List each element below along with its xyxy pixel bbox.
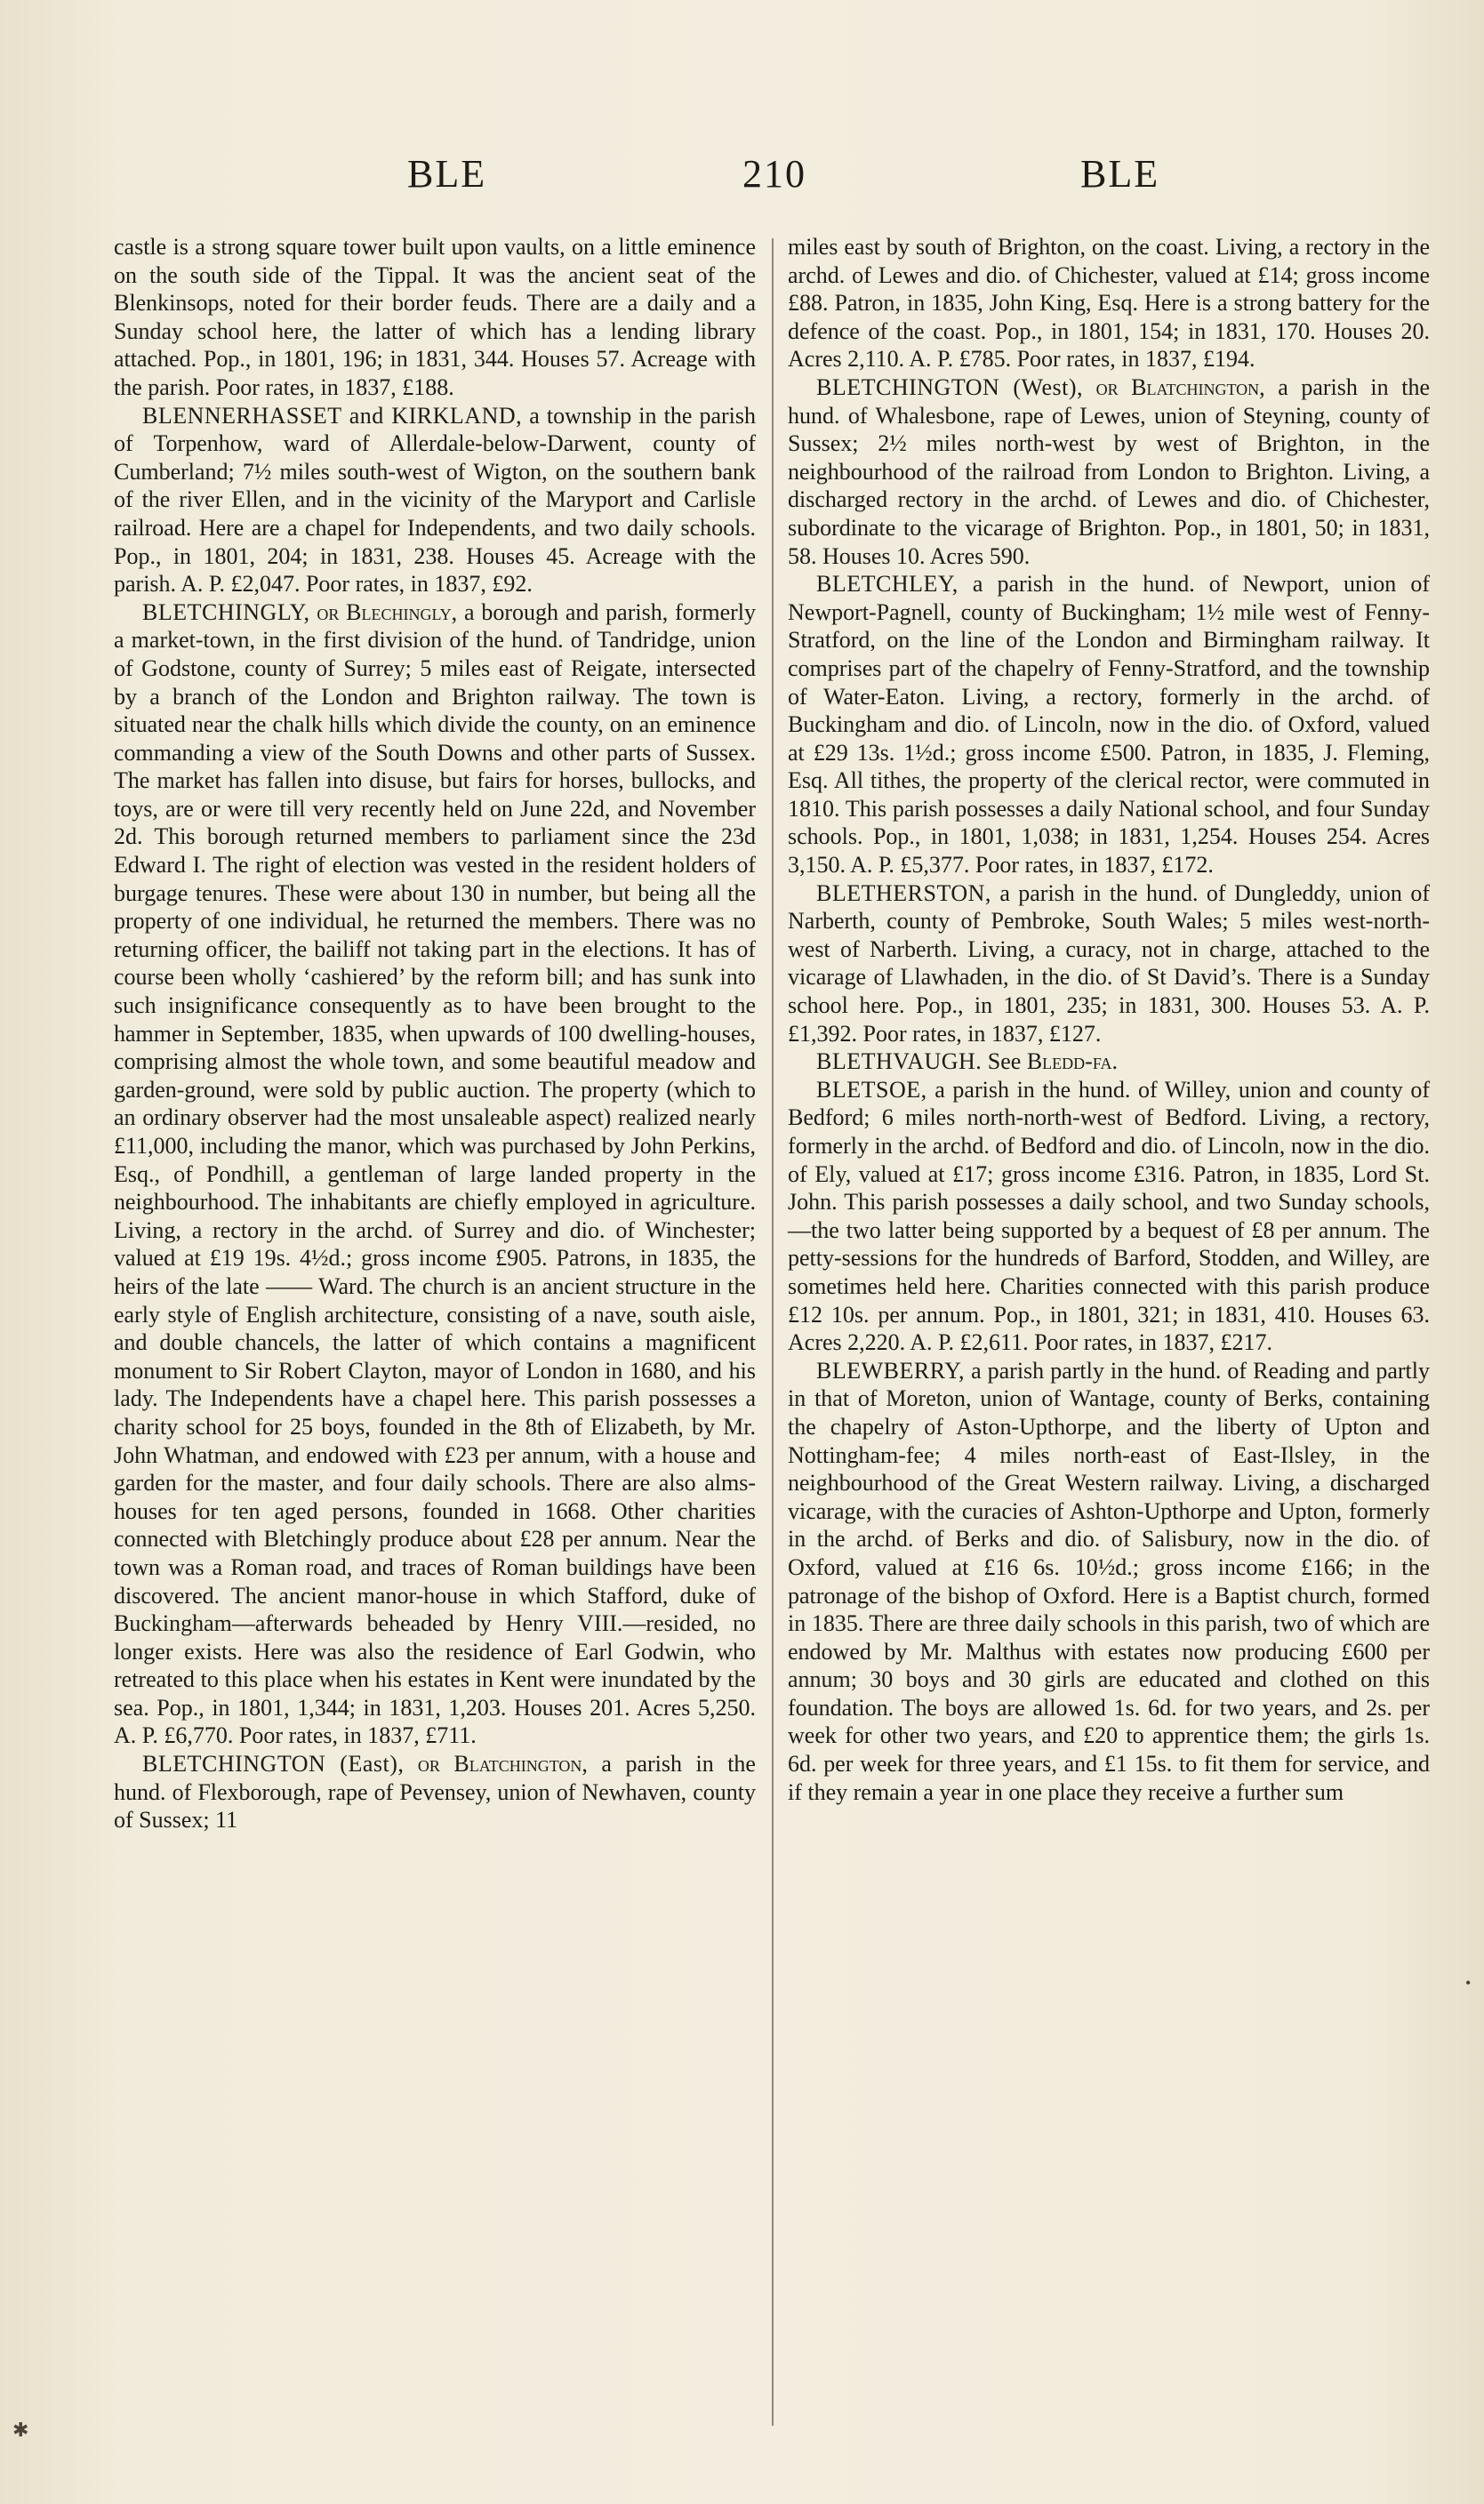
entry-text: a parish partly in the hund. of Reading and partly in that of Moreton, union of Wantage, county of Berks, containing the chapelry of Aston-Upthorpe, and the liberty of Upton and Nottingham-fee; 4 miles north-east of East-Ilsley, in the neighbourhood of the Great Western railway. Living, a discharged vicarage, with the curacies of Ashton-Upthorpe and Upton, formerly in the archd. of Berks and dio. of Salisbury, now in the dio. of Oxford, valued at £16 6s. 10½d.; gross income £166; in the patronage of the bishop of Oxford. Here is a Baptist church, formed in 1835. There are three daily schools in this parish, two of which are endowed by Mr. Malthus with estates now producing £600 per annum; 30 boys and 30 girls are educated and clothed on this foundation. The boys are allowed 1s. 6d. for two years, and 2s. per week for other two years, and £20 to apprentice them; the girls 1s. 6d. per week for three years, and £1 15s. to fit them for service, and if they remain a year in one place they receive a further sum [788, 1357, 1430, 1805]
right-column [788, 233, 1430, 1806]
running-head [0, 151, 1484, 205]
entry-text: a parish in the hund. of Dungleddy, union of Narberth, county of Pembroke, South Wales; 5 miles west-north-west of Narberth. Living, a curacy, not in charge, attached to the vicarage of Llawhaden, in the dio. of St David’s. There is a Sunday school here. Pop., in 1801, 235; in 1831, 300. Houses 53. A. P. £1,392. Poor rates, in 1837, £127. [788, 879, 1430, 1047]
margin-dot-icon: • [1465, 1974, 1472, 1992]
left-column [114, 233, 756, 1834]
running-head-right: BLE [1080, 152, 1160, 196]
entry-alt-name: or Blechingly, [309, 598, 458, 625]
entry-text: a borough and parish, formerly a market-town, in the first division of the hund. of Tandridge, union of Godstone, county of Surrey; 5 miles east of Reigate, intersected by a branch of the London and Brighton railway. The town is situated near the chalk hills which divide the county, on an eminence commanding a view of the South Downs and other parts of Sussex. The market has fallen into disuse, but fairs for horses, bullocks, and toys, are or were till very recently held on June 22d, and November 2d. This borough returned members to parliament since the 23d Edward I. The right of election was vested in the resident holders of burgage tenures. These were about 130 in number, but being all the property of one individual, he returned the members. There was no returning officer, the bailiff not taking part in the elections. It has of course been wholly ‘cashiered’ by the reform bill; and has sunk into such insignificance consequently as to have been brought to the hammer in September, 1835, when upwards of 100 dwelling-houses, comprising almost the whole town, and some beautiful meadow and garden-ground, were sold by public auction. The property (which to an ordinary observer had the most unsaleable aspect) realized nearly £11,000, including the manor, which was purchased by John Perkins, Esq., of Pondhill, a gentleman of large landed property in the neighbourhood. The inhabitants are chiefly employed in agriculture. Living, a rectory in the archd. of Surrey and dio. of Winchester; valued at £19 19s. 4½d.; gross income £905. Patrons, in 1835, the heirs of the late —— Ward. The church is an ancient structure in the early style of English architecture, consisting of a nave, south aisle, and double chancels, the latter of which contains a magnificent monument to Sir Robert Clayton, mayor of London in 1680, and his lady. The Independents have a chapel here. This parish possesses a charity school for 25 boys, founded in the 8th of Elizabeth, by Mr. John Whatman, and endowed with £23 per annum, with a house and garden for the master, and four daily schools. There are also alms-houses for ten aged persons, founded in 1668. Other charities connected with Bletchingly produce about £28 per annum. Near the town was a Roman road, and traces of Roman buildings have been discovered. The ancient manor-house in which Stafford, duke of Buckingham—afterwards beheaded by Henry VIII.—resided, no longer exists. Here was also the residence of Earl Godwin, who retreated to this place when his estates in Kent were inundated by the sea. Pop., in 1801, 1,344; in 1831, 1,203. Houses 201. Acres 5,250. A. P. £6,770. Poor rates, in 1837, £711. [114, 598, 756, 1749]
cross-reference: Bledd-fa. [1021, 1048, 1119, 1075]
entry-bletchingly [114, 598, 756, 1750]
entry-text: See [982, 1048, 1022, 1075]
entry-blethvaugh [788, 1047, 1430, 1076]
entry-bletchington-west [788, 373, 1430, 570]
running-head-left: BLE [407, 152, 487, 196]
entry-heading: BLETCHINGLY, [142, 598, 310, 625]
entry-blewberry [788, 1357, 1430, 1807]
entry-bletsoe [788, 1076, 1430, 1357]
entry-continuation: castle is a strong square tower built upon vaults, on a little eminence on the south side of the Tippal. It was the ancient seat of the Blenkinsops, noted for their border feuds. There are a daily and a Sunday school here, the latter of which has a lending library attached. Pop., in 1801, 196; in 1831, 344. Houses 57. Acreage with the parish. Poor rates, in 1837, £188. [114, 234, 756, 400]
entry-alt-name: or Blatchington, [1083, 373, 1265, 400]
entry-bletherston [788, 879, 1430, 1048]
entry-heading: BLETSOE, [816, 1076, 927, 1103]
entry-alt-name: or Blatchington, [404, 1751, 588, 1778]
entry-heading: BLEWBERRY, [816, 1357, 966, 1384]
entry-bletchington-east [114, 1750, 756, 1834]
entry-heading: BLETCHINGTON (West), [816, 373, 1084, 400]
entry-heading: BLENNERHASSET and KIRKLAND, [142, 402, 523, 429]
entry-heading: BLETCHLEY, [816, 571, 959, 598]
margin-mark-icon: ✱ [12, 2419, 29, 2441]
entry-continuation: miles east by south of Brighton, on the coast. Living, a rectory in the archd. of Lewes and dio. of Chichester, valued at £14; gross income £88. Patron, in 1835, John King, Esq. Here is a strong battery for the defence of the coast. Pop., in 1801, 154; in 1831, 170. Houses 20. Acres 2,110. A. P. £785. Poor rates, in 1837, £194. [788, 234, 1430, 373]
entry-bletchley [788, 570, 1430, 879]
entry-text: a parish in the hund. of Whalesbone, rape of Lewes, union of Steyning, county of Sussex; 2½ miles north-west by west of Brighton, in the neighbourhood of the railroad from London to Brighton. Living, a discharged rectory in the archd. of Lewes and dio. of Chichester, subordinate to the vicarage of Brighton. Pop., in 1801, 50; in 1831, 58. Houses 10. Acres 590. [788, 373, 1430, 569]
entry-blennerhasset [114, 402, 756, 598]
page-number: 210 [742, 152, 806, 196]
entry-heading: BLETHERSTON, [816, 879, 991, 906]
entry-text: a township in the parish of Torpenhow, ward of Allerdale-below-Darwent, county of Cumberland; 7½ miles south-west of Wigton, on the southern bank of the river Ellen, and in the vicinity of the Maryport and Carlisle railroad. Here are a chapel for Independents, and two daily schools. Pop., in 1801, 204; in 1831, 238. Houses 45. Acreage with the parish. A. P. £2,047. Poor rates, in 1837, £92. [114, 402, 756, 598]
entry-text: a parish in the hund. of Newport, union of Newport-Pagnell, county of Buckingham; 1½ mile west of Fenny-Stratford, on the line of the London and Birmingham railway. It comprises part of the chapelry of Fenny-Stratford, and the township of Water-Eaton. Living, a rectory, formerly in the archd. of Buckingham and dio. of Lincoln, now in the dio. of Oxford, valued at £29 13s. 1½d.; gross income £500. Patron, in 1835, J. Fleming, Esq. All tithes, the property of the clerical rector, were commuted in 1810. This parish possesses a daily National school, and four Sunday schools. Pop., in 1801, 1,038; in 1831, 1,254. Houses 254. Acres 3,150. A. P. £5,377. Poor rates, in 1837, £172. [788, 571, 1430, 879]
entry-heading: BLETHVAUGH. [816, 1048, 983, 1075]
text-columns [114, 233, 1430, 2438]
entry-text: a parish in the hund. of Willey, union and county of Bedford; 6 miles north-north-west of Bedford. Living, a rectory, formerly in the archd. of Bedford and dio. of Lincoln, now in the dio. of Ely, valued at £17; gross income £316. Patron, in 1835, Lord St. John. This parish possesses a daily school, and two Sunday schools,—the two latter being supported by a bequest of £8 per annum. The petty-sessions for the hundreds of Barford, Stodden, and Willey, are sometimes held here. Charities connected with this parish produce £12 10s. per annum. Pop., in 1801, 321; in 1831, 410. Houses 63. Acres 2,220. A. P. £2,611. Poor rates, in 1837, £217. [788, 1076, 1430, 1356]
entry-heading: BLETCHINGTON (East), [142, 1751, 405, 1778]
entry-text: a parish in the hund. of Flexborough, rape of Pevensey, union of Newhaven, county of Sussex; 11 [114, 1751, 756, 1834]
column-divider [772, 238, 774, 2426]
